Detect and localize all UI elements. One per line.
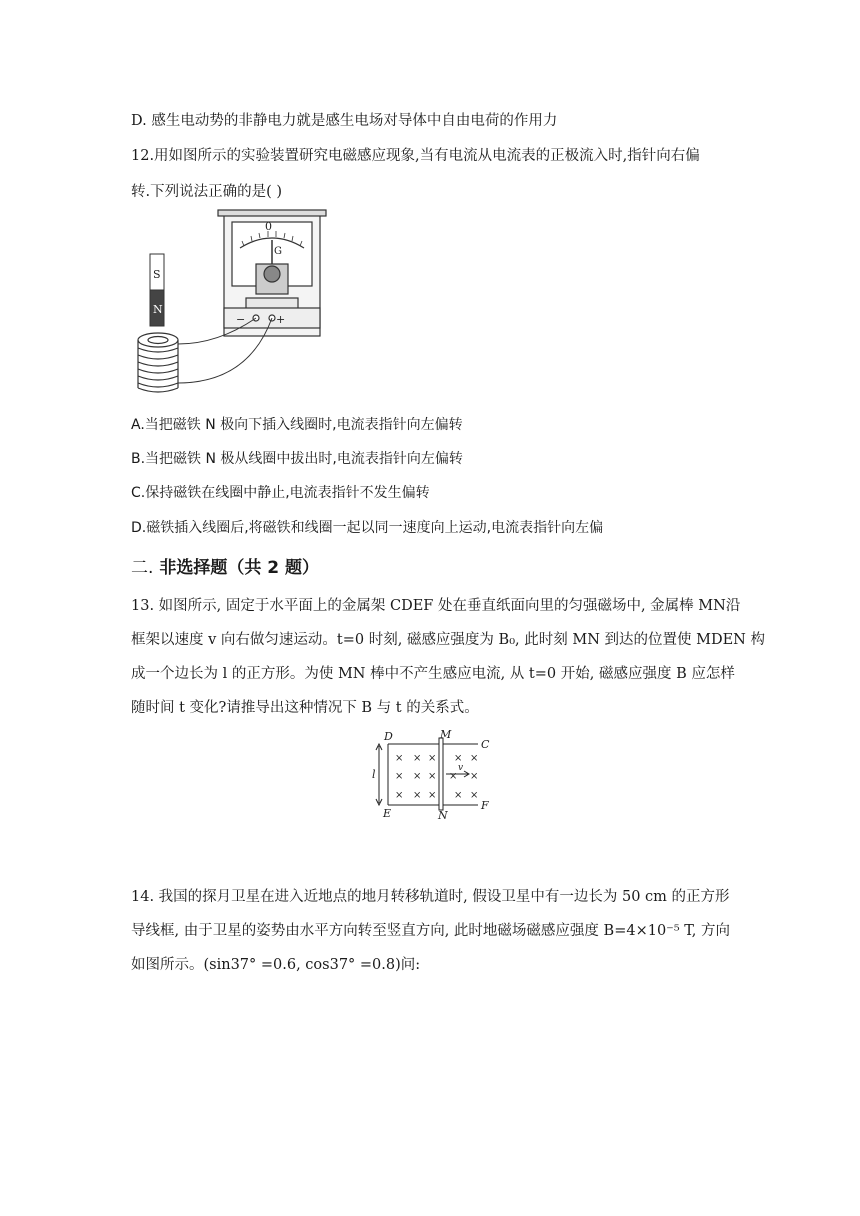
section-title: 非选择题（共 2 题） (159, 558, 319, 578)
q12-stem-line2: 转.下列说法正确的是( ) (131, 184, 283, 200)
label-c: C (481, 738, 490, 751)
galvanometer (218, 210, 326, 336)
label-e: E (383, 807, 392, 820)
q13-figure (370, 730, 500, 822)
q12-option-d: D.磁铁插入线圈后,将磁铁和线圈一起以同一速度向上运动,电流表指针向左偏 (131, 520, 604, 536)
svg-text:×: × (413, 771, 422, 782)
field-crosses (395, 753, 478, 801)
label-f: F (481, 799, 489, 812)
q12-option-b: B.当把磁铁 N 极从线圈中拔出时,电流表指针向左偏转 (131, 451, 463, 467)
q12-stem-line1: 12.用如图所示的实验装置研究电磁感应现象,当有电流从电流表的正极流入时,指针向右偏 (131, 148, 700, 164)
terminal-plus: + (276, 313, 286, 326)
q13-line3: 成一个边长为 l 的正方形。为使 MN 棒中不产生感应电流, 从 t=0 开始, 磁感应强度 B 应怎样 (131, 666, 735, 682)
q12-option-a: A.当把磁铁 N 极向下插入线圈时,电流表指针向左偏转 (131, 417, 463, 433)
svg-text:×: × (413, 790, 422, 801)
q14-line3: 如图所示。(sin37° =0.6, cos37° =0.8)问: (131, 957, 421, 973)
q13-line1: 13. 如图所示, 固定于水平面上的金属架 CDEF 处在垂直纸面向里的匀强磁场中, 金属棒 MN沿 (131, 598, 741, 614)
svg-text:×: × (413, 753, 422, 764)
q14-line2: 导线框, 由于卫星的姿势由水平方向转至竖直方向, 此时地磁场磁感应强度 B=4×10⁻⁵ T, 方向 (131, 923, 731, 939)
q11-option-d: D. 感生电动势的非静电力就是感生电场对导体中自由电荷的作用力 (131, 113, 558, 129)
svg-text:×: × (395, 753, 404, 764)
q13-line2: 框架以速度 v 向右做匀速运动。t=0 时刻, 磁感应强度为 B₀, 此时刻 MN 到达的位置使 MDEN 构 (131, 632, 765, 648)
magnet-s-label: S (153, 268, 161, 281)
svg-text:×: × (428, 753, 437, 764)
label-l: l (372, 768, 376, 781)
magnet-n-label: N (153, 303, 163, 316)
q13-line4: 随时间 t 变化?请推导出这种情况下 B 与 t 的关系式。 (131, 700, 479, 716)
scale-zero-label: 0 (265, 220, 272, 233)
svg-text:×: × (470, 771, 479, 782)
svg-text:×: × (395, 771, 404, 782)
svg-text:×: × (454, 790, 463, 801)
label-m: M (440, 730, 452, 741)
rod-mn (439, 738, 443, 810)
coil (138, 333, 178, 392)
q12-option-c: C.保持磁铁在线圈中静止,电流表指针不发生偏转 (131, 485, 430, 501)
label-v: v (458, 763, 464, 773)
svg-text:×: × (428, 771, 437, 782)
svg-text:×: × (428, 790, 437, 801)
q12-figure (128, 208, 328, 398)
section-heading (131, 556, 319, 580)
label-d: D (384, 730, 393, 743)
svg-text:×: × (395, 790, 404, 801)
svg-text:×: × (449, 771, 458, 782)
svg-text:×: × (470, 753, 479, 764)
svg-text:×: × (470, 790, 479, 801)
meter-symbol: G (274, 246, 282, 257)
section-number: 二. (131, 558, 154, 578)
q14-line1: 14. 我国的探月卫星在进入近地点的地月转移轨道时, 假设卫星中有一边长为 50 cm 的正方形 (131, 889, 730, 905)
svg-text:×: × (454, 753, 463, 764)
terminal-minus: − (236, 313, 246, 326)
label-n: N (438, 809, 448, 822)
